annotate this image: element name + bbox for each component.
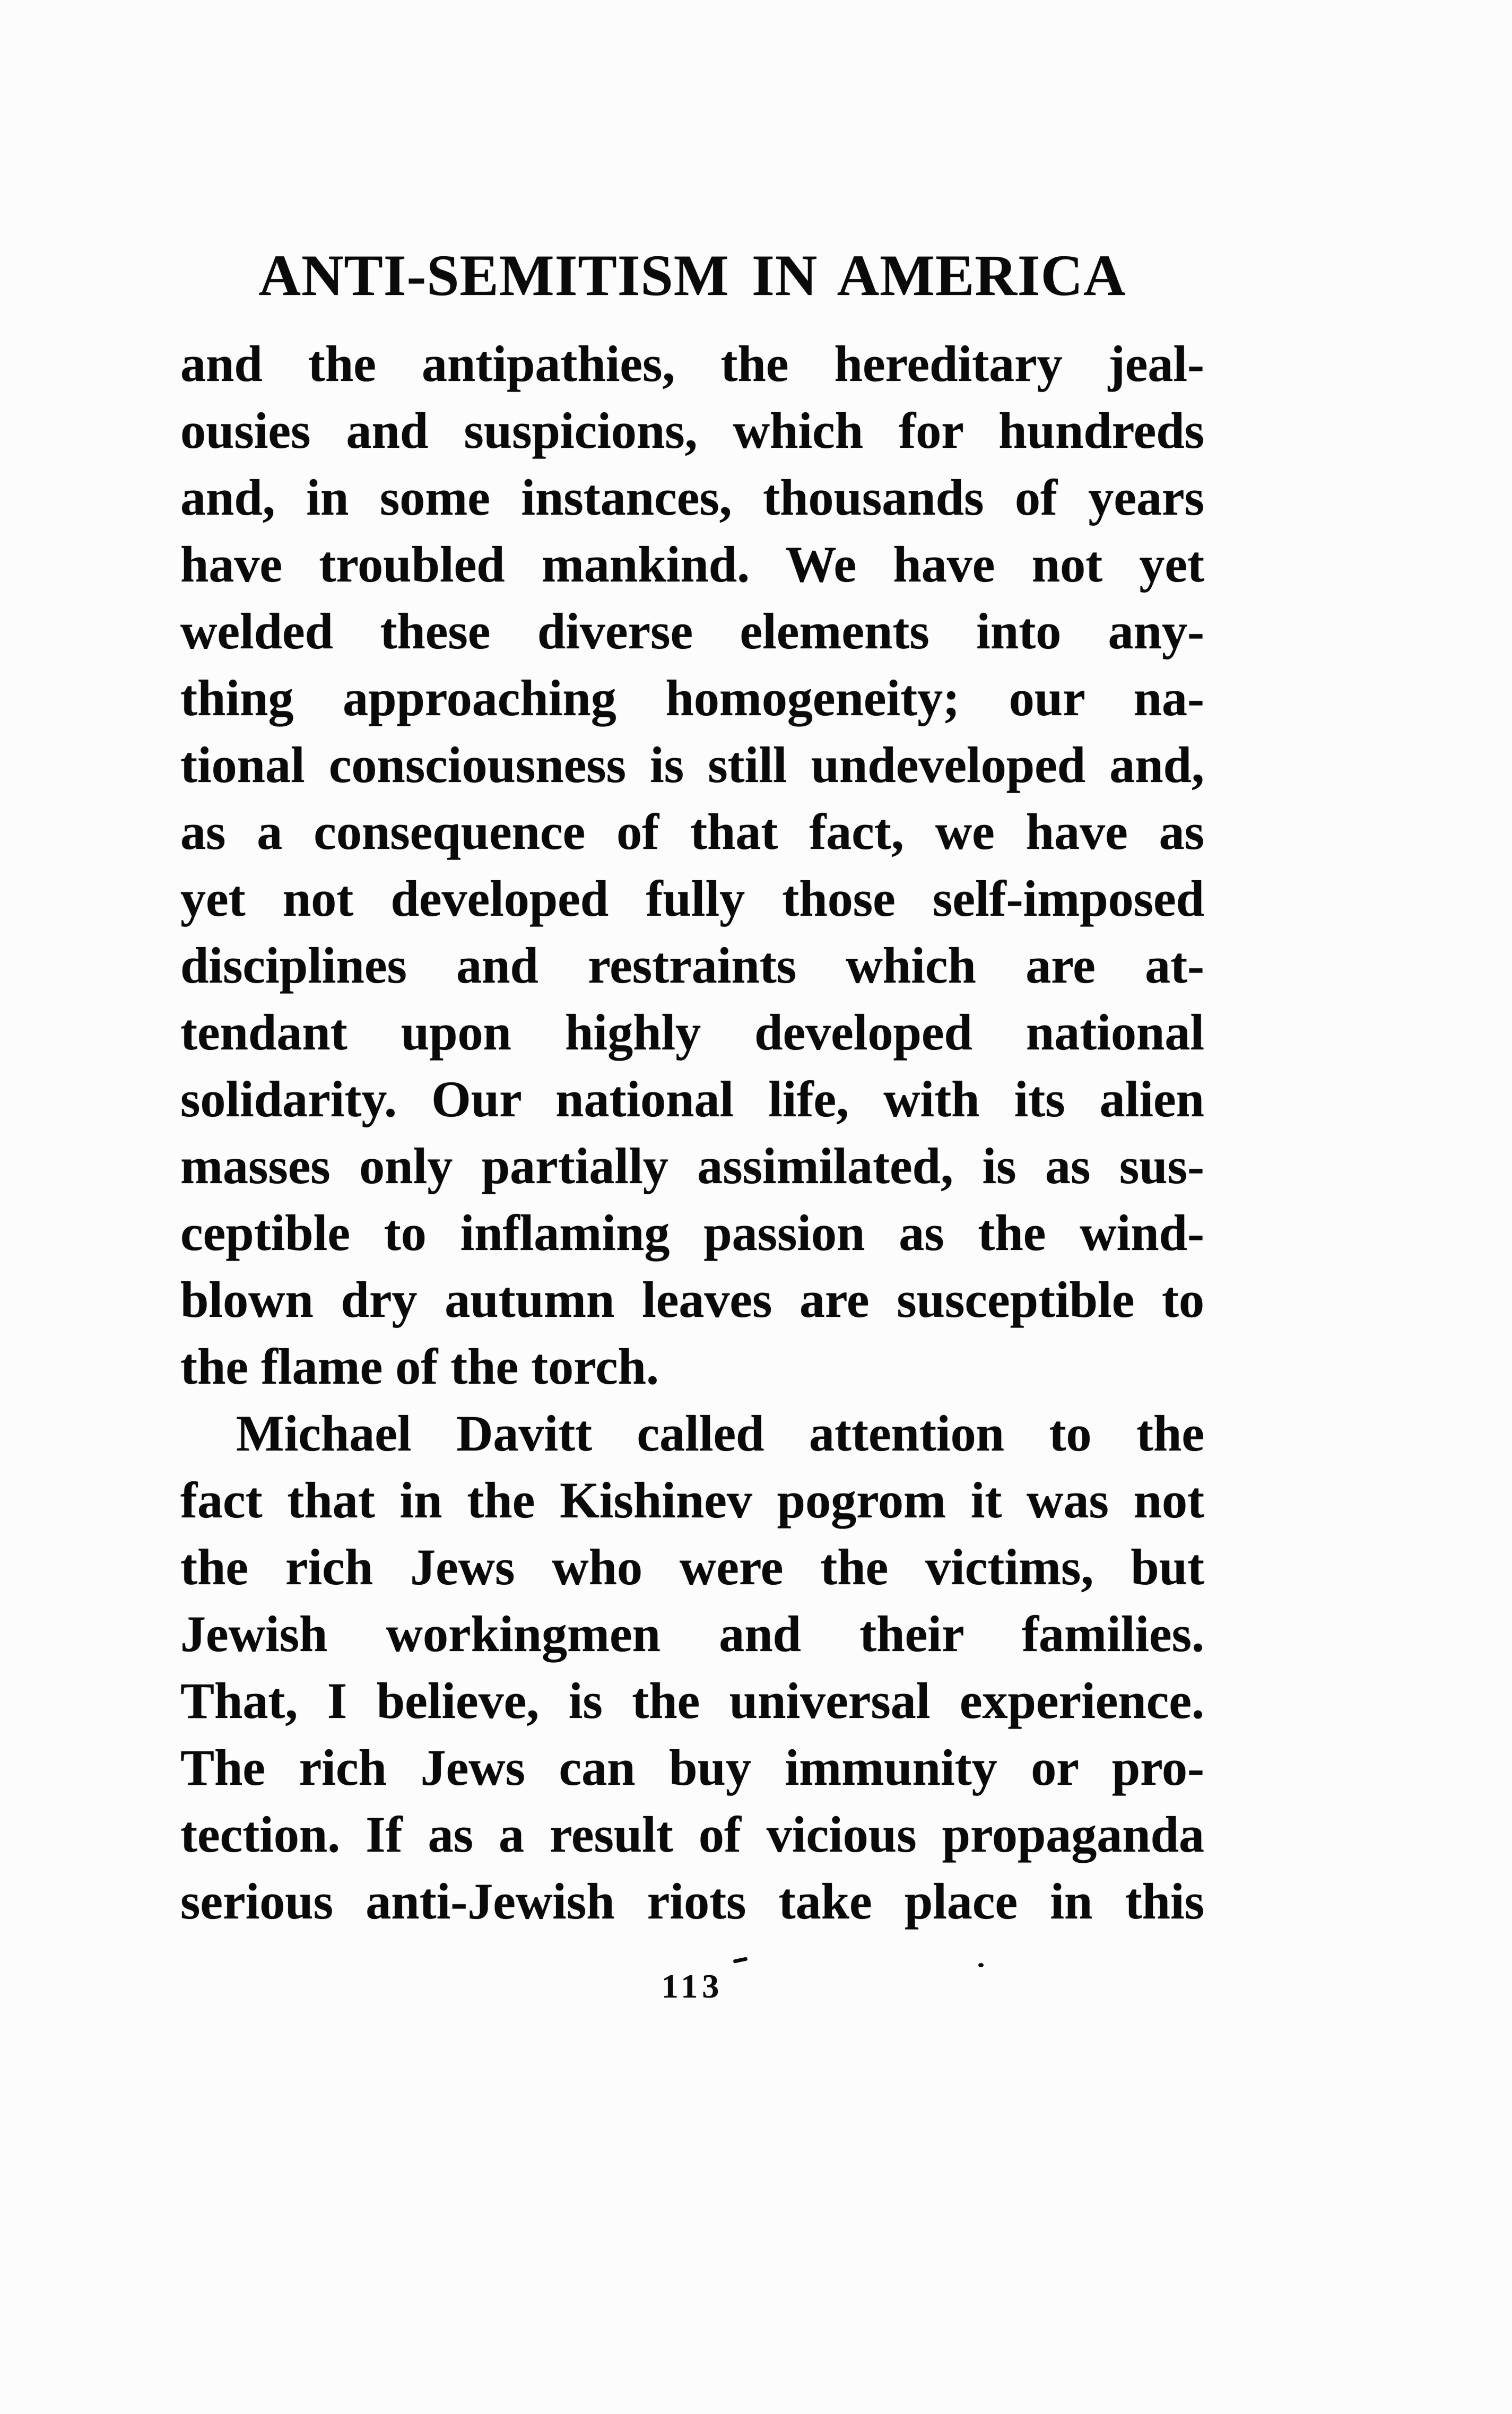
running-header: ANTI-SEMITISM IN AMERICA bbox=[258, 243, 1126, 308]
body-line: and the antipathies, the hereditary jeal- bbox=[180, 335, 1204, 392]
body-line: welded these diverse elements into any- bbox=[180, 603, 1204, 659]
body-line: as a consequence of that fact, we have as bbox=[180, 803, 1204, 860]
body-line: That, I believe, is the universal experience. bbox=[180, 1672, 1204, 1729]
body-line: thing approaching homogeneity; our na- bbox=[180, 670, 1204, 726]
body-line: masses only partially assimilated, is as sus- bbox=[180, 1137, 1204, 1194]
body-line: the rich Jews who were the victims, but bbox=[180, 1539, 1204, 1595]
body-line: tional consciousness is still undeveloped and, bbox=[180, 736, 1204, 793]
body-line: yet not developed fully those self-imposed bbox=[180, 870, 1204, 927]
body-line: The rich Jews can buy immunity or pro- bbox=[180, 1739, 1204, 1796]
body-line-paragraph-end: the flame of the torch. bbox=[180, 1338, 659, 1395]
body-line: serious anti-Jewish riots take place in this bbox=[180, 1873, 1204, 1930]
body-line: ceptible to inflaming passion as the wind- bbox=[180, 1204, 1204, 1261]
body-text bbox=[180, 331, 1204, 1935]
body-line: have troubled mankind. We have not yet bbox=[180, 536, 1204, 593]
body-line: and, in some instances, thousands of years bbox=[180, 469, 1204, 526]
body-line-paragraph-start: Michael Davitt called attention to the bbox=[236, 1405, 1204, 1462]
body-line: Jewish workingmen and their families. bbox=[180, 1605, 1204, 1662]
body-line: tection. If as a result of vicious propaganda bbox=[180, 1806, 1204, 1863]
page-number: 113 bbox=[661, 1967, 724, 2005]
scan-artifact-dot bbox=[978, 1963, 984, 1967]
scan-artifact-dash bbox=[733, 1957, 748, 1963]
body-line: blown dry autumn leaves are susceptible to bbox=[180, 1271, 1204, 1328]
body-line: solidarity. Our national life, with its alien bbox=[180, 1071, 1204, 1127]
body-line: disciplines and restraints which are at- bbox=[180, 937, 1204, 994]
body-line: ousies and suspicions, which for hundreds bbox=[180, 402, 1204, 459]
body-line: fact that in the Kishinev pogrom it was not bbox=[180, 1472, 1204, 1529]
body-line: tendant upon highly developed national bbox=[180, 1004, 1204, 1061]
